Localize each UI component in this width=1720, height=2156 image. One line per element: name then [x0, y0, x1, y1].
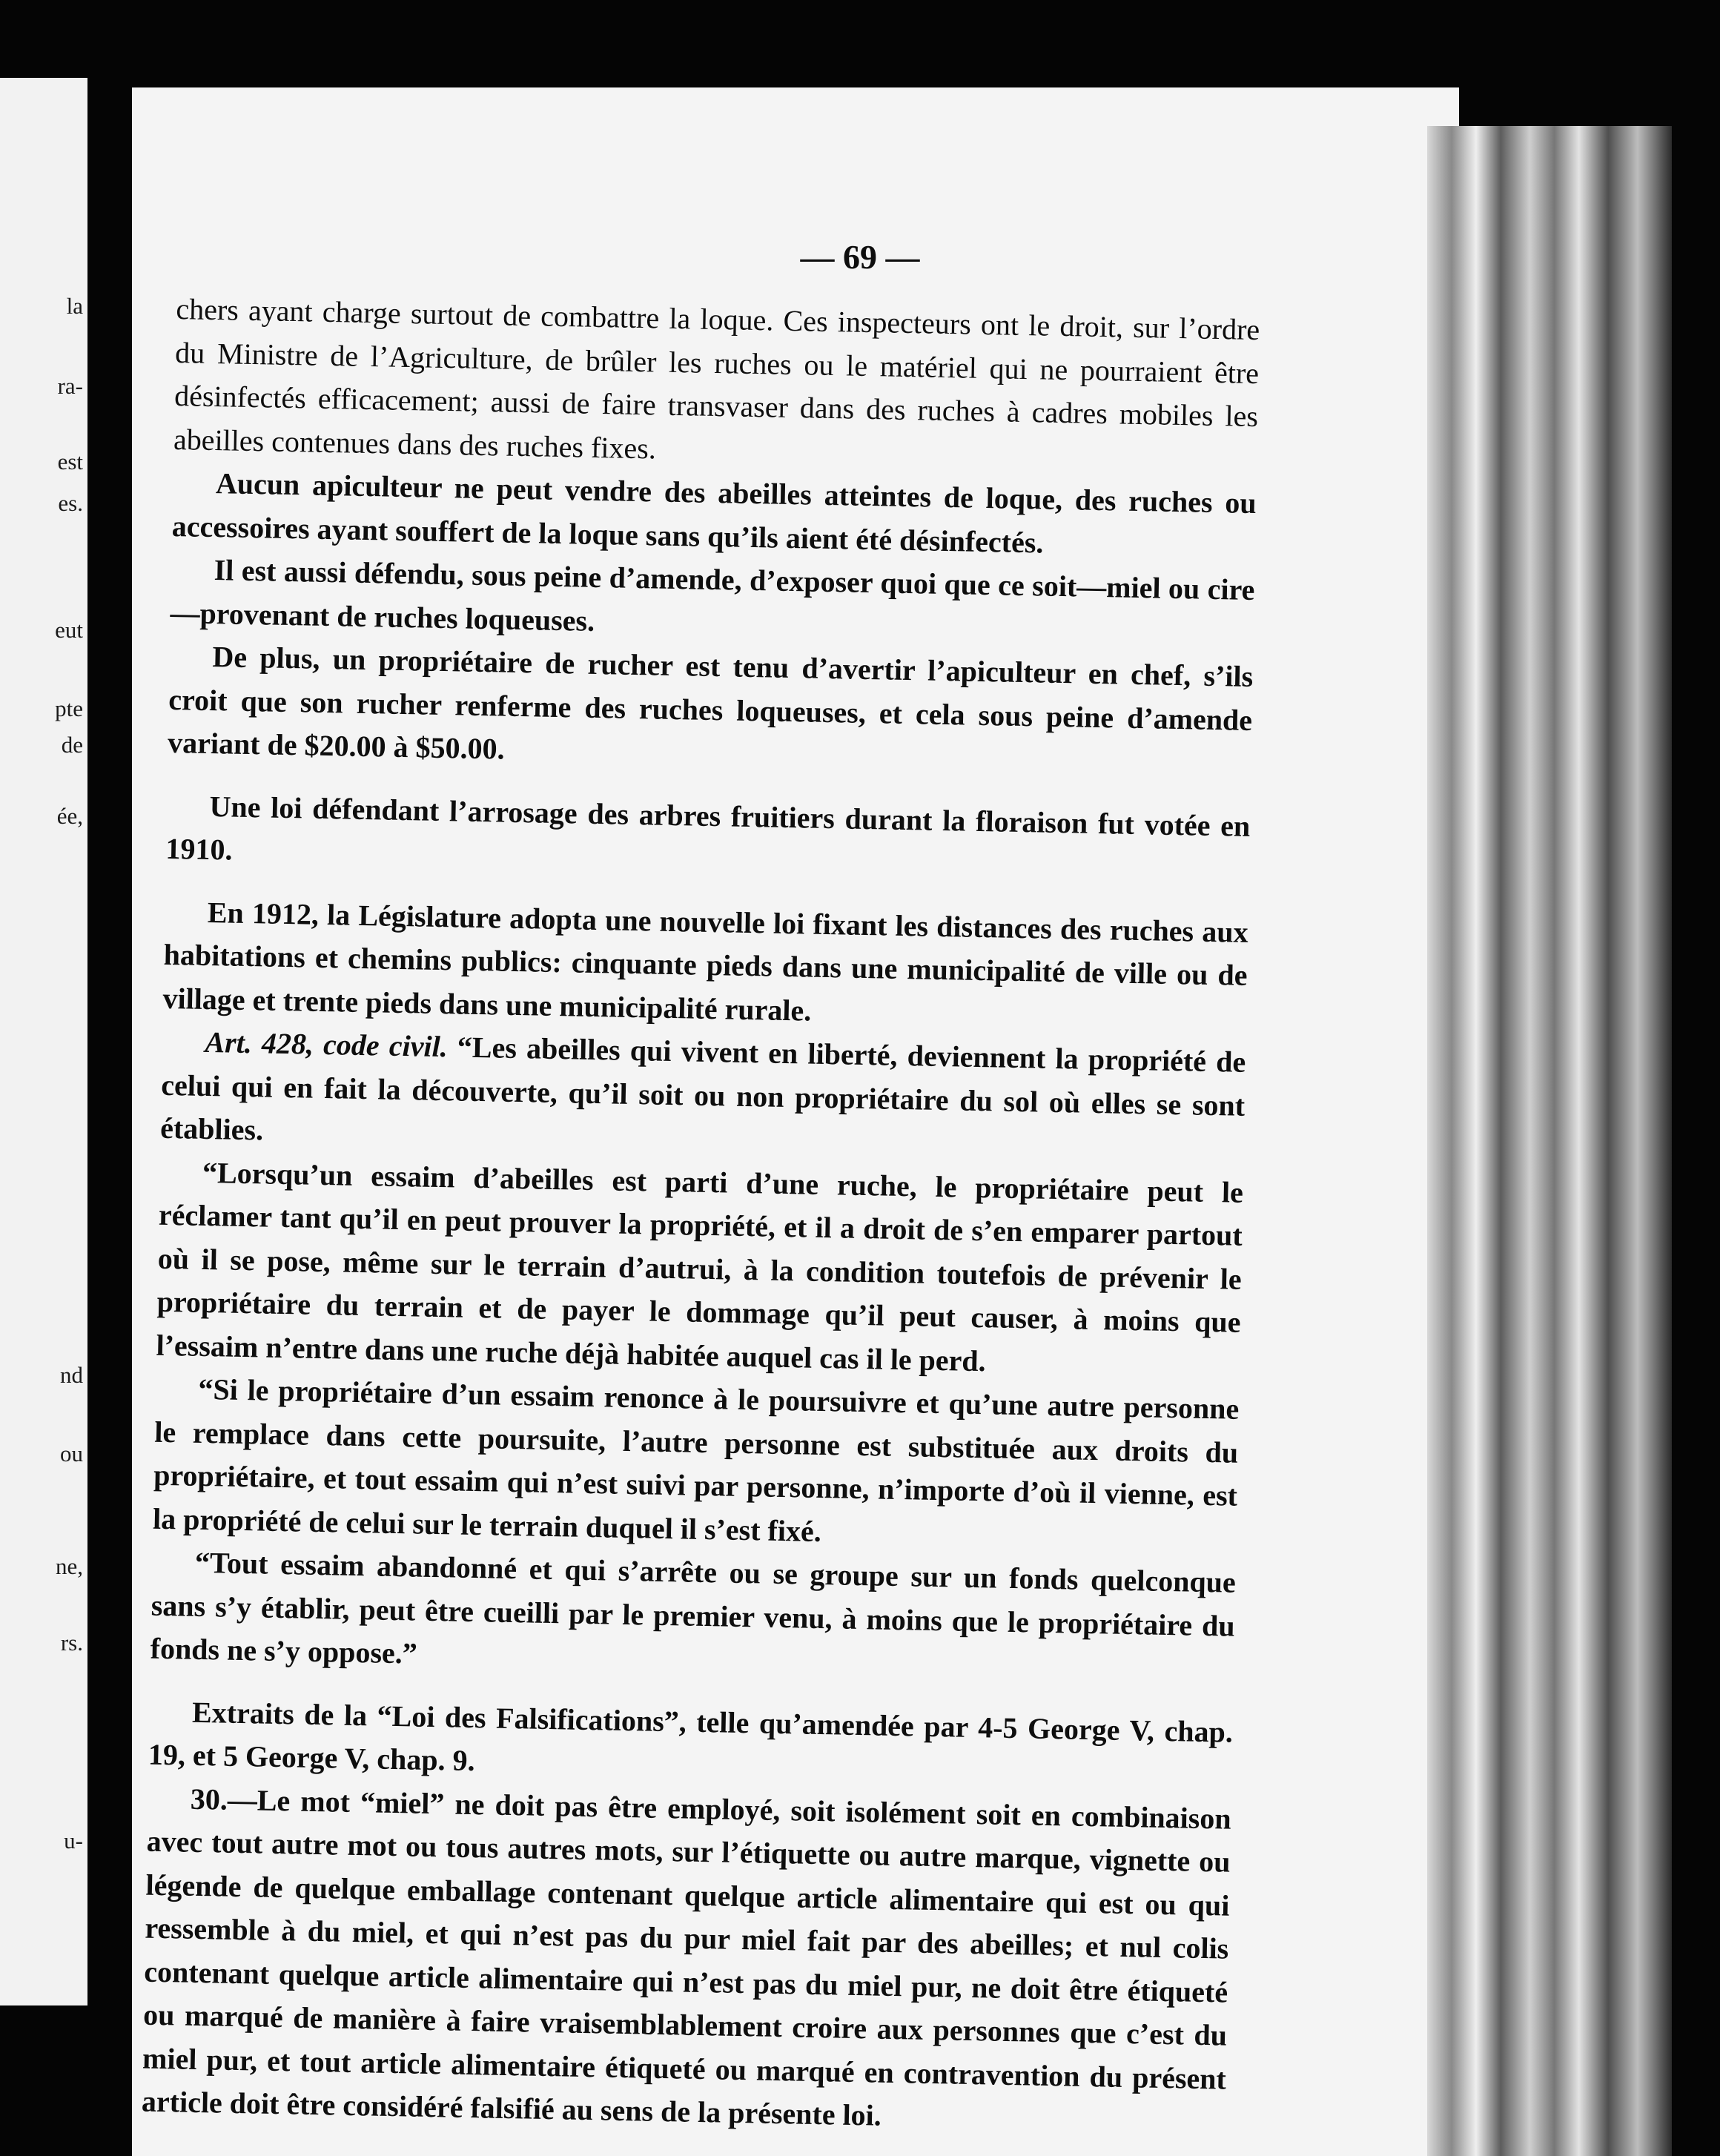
paragraph: Aucun apiculteur ne peut vendre des abeilles atteintes de loque, des ruches ou accessoires ayant souffert de la loque sans qu’ils aient été désinfectés.	[171, 466, 1257, 560]
article-text: “Les abeilles qui vivent en liberté, deviennent la propriété de celui qui en fait la découverte, qu’il soit ou non propriétaire du sol où elles se sont établies.	[159, 1030, 1246, 1147]
article-428	[160, 1020, 1246, 1171]
margin-fragment: nd	[60, 1362, 83, 1388]
extract-heading: Extraits de la “Loi des Falsifications”, telle qu’amendée par 4-5 George V, chap. 19, et 5 George V, chap. 9.	[148, 1695, 1234, 1778]
page-number: — 69 —	[800, 238, 920, 276]
margin-fragment: ée,	[56, 803, 83, 829]
margin-fragment: ne,	[55, 1553, 83, 1579]
book-fore-edge	[1427, 126, 1672, 2156]
paragraph: chers ayant charge surtout de combattre la loque. Ces inspecteurs ont le droit, sur l’ordre du Ministre de l’Agriculture, de brûler les ruches ou le matériel qui ne pourraient être désinfectés efficacement; aussi de faire transvaser dans des ruches à cadres mobiles les abeilles contenues dans des ruches fixes.	[173, 291, 1260, 465]
margin-fragment: la	[66, 293, 83, 319]
paragraph: En 1912, la Législature adopta une nouvelle loi fixant les distances des ruches aux habitations et chemins publics: cinquante pieds dans une municipalité de ville ou de village et trente pieds dans une municipalité rurale.	[162, 895, 1249, 1028]
margin-fragment: pte	[55, 695, 83, 721]
margin-fragment: ra-	[57, 373, 83, 399]
paragraph: Une loi défendant l’arrosage des arbres fruitiers durant la floraison fut votée en 1910.	[165, 789, 1251, 867]
quote-paragraph: “Lorsqu’un essaim d’abeilles est parti d’une ruche, le propriétaire peut le réclamer tant qu’il en peut prouver la propriété, et il a droit de s’en emparer partout où il se pose, même sur le terrain d’autrui, à la condition toutefois de prévenir le propriétaire du terrain et de payer le dommage qu’il peut causer, à moins que l’essaim n’entre dans une ruche déjà habitée auquel cas il le perd.	[156, 1155, 1244, 1378]
paragraph: Il est aussi défendu, sous peine d’amende, d’exposer quoi que ce soit—miel ou cire—provenant de ruches loqueuses.	[170, 553, 1255, 638]
page-text-block	[141, 288, 1260, 2144]
margin-fragment: ou	[60, 1441, 83, 1466]
facing-page-strip	[0, 78, 87, 2005]
paragraph: De plus, un propriétaire de rucher est tenu d’avertir l’apiculteur en chef, s’ils croit que son rucher renferme des ruches loqueuses, et cela sous peine d’amende variant de $20.00 à $50.00.	[167, 640, 1254, 766]
margin-fragment: eut	[55, 617, 83, 643]
quote-paragraph: “Tout essaim abandonné et qui s’arrête ou se groupe sur un fonds quelconque sans s’y établir, peut être cueilli par le premier venu, à moins que le propriétaire du fonds ne s’y oppose.”	[150, 1545, 1237, 1670]
margin-fragment: est	[57, 449, 83, 474]
margin-fragment: es.	[58, 490, 83, 516]
quote-paragraph: “Si le propriétaire d’un essaim renonce à le poursuivre et qu’une autre personne le remplace dans cette poursuite, l’autre personne est substituée aux droits du propriétaire, et tout essaim qui n’est suivi par personne, n’importe d’où il vienne, est la propriété de celui sur le terrain duquel il s’est fixé.	[152, 1372, 1240, 1548]
margin-fragment: rs.	[60, 1630, 83, 1656]
margin-fragment: u-	[64, 1828, 83, 1854]
article-reference: Art. 428, code civil.	[205, 1025, 449, 1064]
article-30: 30.—Le mot “miel” ne doit pas être employé, soit isolément soit en combinaison avec tout autre mot ou tous autres mots, sur l’étiquette ou autre marque, vignette ou légende de quelque emballage contenant quelque article alimentaire qui est ou qui ressemble à du miel, et qui n’est pas du pur miel fait par des abeilles; et nul colis contenant quelque article alimentaire qui n’est pas du miel pur, ne doit être étiqueté ou marqué de manière à faire vraisemblablement croire aux personnes que c’est du miel pur, et tout article alimentaire étiqueté ou marqué en contravention du présent article doit être considéré falsifié au sens de la présente loi.	[141, 1782, 1232, 2132]
margin-fragment: de	[61, 732, 83, 758]
